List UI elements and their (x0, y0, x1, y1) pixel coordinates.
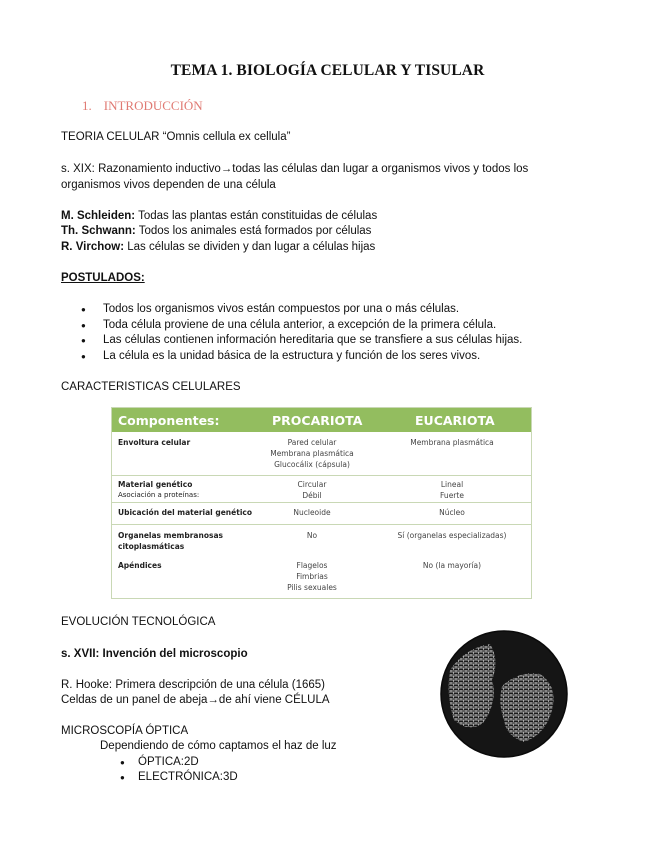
cork-microscope-image (440, 630, 568, 758)
table-cell: Envoltura celular (118, 438, 191, 447)
table-header (112, 408, 531, 432)
cell-line: Material genético (118, 480, 193, 489)
sxix-line-1: s. XIX: Razonamiento inductivo→todas las células dan lugar a organismos vivos y todos los (61, 163, 529, 175)
author-name: M. Schleiden: (61, 210, 136, 222)
author-text: Todas las plantas están constituidas de células (135, 210, 378, 222)
teoria-celular: TEORIA CELULAR “Omnis cellula ex cellula” (61, 131, 291, 143)
author-schleiden (61, 209, 377, 224)
author-name: Th. Schwann: (61, 225, 136, 237)
table-cell (252, 560, 372, 593)
table-cell: No (la mayoría) (422, 561, 482, 570)
microscopia-list (100, 755, 238, 785)
cell-line: Circular (297, 480, 327, 489)
table-header-cell: EUCARIOTA (415, 413, 495, 428)
author-virchow (61, 240, 375, 255)
cell-line: Flagelos (296, 561, 328, 570)
cell-line: Lineal (440, 480, 464, 489)
cell-line: Membrana plasmática (410, 438, 494, 447)
cell-line: Asociación a proteínas: (118, 491, 200, 499)
author-schwann (61, 224, 371, 239)
section-number: 1. (82, 98, 92, 113)
hooke-line-2: Celdas de un panel de abeja→de ahí viene CÉLULA (61, 694, 330, 706)
cell-line: Débil (302, 491, 322, 500)
row-divider (112, 502, 531, 503)
hooke-line-1: R. Hooke: Primera descripción de una célula (1665) (61, 679, 325, 691)
microscopia-subtitle: Dependiendo de cómo captamos el haz de luz (100, 740, 337, 752)
page-title: TEMA 1. BIOLOGÍA CELULAR Y TISULAR (170, 62, 485, 79)
table-cell (252, 437, 372, 470)
table-cell: No (306, 531, 318, 540)
sxvii-heading (61, 647, 248, 662)
list-item: ● Todos los organismos vivos están compuestos por una o más células. (61, 302, 522, 318)
sxvii-text: s. XVII: Invención del microscopio (61, 648, 248, 660)
row-divider (112, 524, 531, 525)
cell-comparison-table (111, 407, 532, 599)
cell-line: Membrana plasmática (270, 449, 354, 458)
table-cell (118, 530, 223, 552)
author-name: R. Virchow: (61, 241, 125, 253)
cell-line: Fimbrias (296, 572, 328, 581)
section-label: INTRODUCCIÓN (103, 98, 203, 113)
author-text: Todos los animales está formados por células (135, 225, 372, 237)
list-item: ● ÓPTICA:2D (100, 755, 238, 770)
cell-line: Fuerte (440, 491, 464, 500)
cell-line: citoplasmáticas (118, 542, 185, 551)
cell-line: Pared celular (287, 438, 337, 447)
evolucion-heading: EVOLUCIÓN TECNOLÓGICA (61, 616, 216, 628)
table-cell (118, 479, 199, 501)
microscopia-heading: MICROSCOPÍA ÓPTICA (61, 725, 189, 737)
cell-line: Pilis sexuales (287, 583, 337, 592)
postulados-list (61, 302, 522, 364)
table-cell (382, 437, 522, 448)
sxix-line-2: organismos vivos dependen de una célula (61, 179, 276, 191)
table-cell (252, 479, 372, 501)
list-item: ● ELECTRÓNICA:3D (100, 770, 238, 785)
table-cell: Apéndices (118, 561, 162, 570)
table-cell: Sí (organelas especializadas) (397, 531, 507, 540)
caracteristicas-heading: CARACTERISTICAS CELULARES (61, 381, 241, 393)
section-heading (82, 98, 203, 114)
table-cell: Núcleo (439, 508, 465, 517)
table-header-cell: Componentes: (118, 413, 220, 428)
table-cell: Ubicación del material genético (118, 508, 252, 517)
row-divider (112, 475, 531, 476)
cell-line: Organelas membranosas (118, 531, 223, 540)
table-header-cell: PROCARIOTA (272, 413, 363, 428)
cell-line: Glucocálix (cápsula) (274, 460, 350, 469)
table-cell (382, 479, 522, 501)
table-cell: Nucleoide (293, 508, 331, 517)
author-text: Las células se dividen y dan lugar a células hijas (124, 241, 376, 253)
list-item: ● La célula es la unidad básica de la estructura y función de los seres vivos. (61, 349, 522, 365)
list-item: ● Las células contienen información hereditaria que se transfiere a sus células hijas. (61, 333, 522, 349)
postulados-heading: POSTULADOS: (61, 272, 145, 284)
list-item: ● Toda célula proviene de una célula anterior, a excepción de la primera célula. (61, 318, 522, 334)
